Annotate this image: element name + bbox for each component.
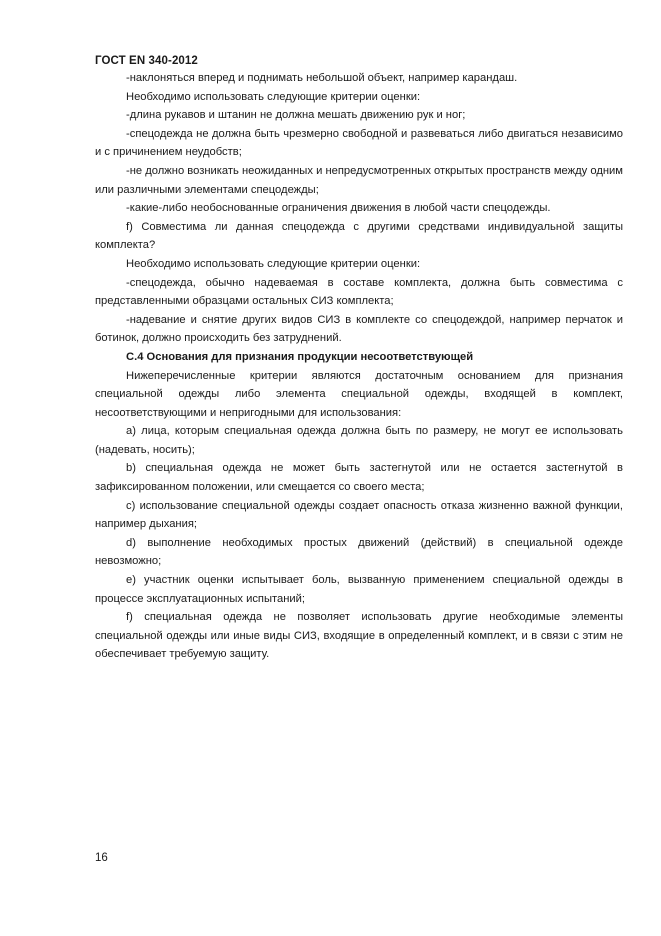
standard-header: ГОСТ EN 340-2012 <box>95 55 198 67</box>
paragraph-restrictions: -какие-либо необоснованные ограничения движения в любой части спецодежды. <box>126 202 551 215</box>
paragraph-item-e: e) участник оценки испытывает боль, вызванную применением специальной одежды в процессе эксплуатационных испытаний; <box>95 574 623 605</box>
paragraph-open-gaps: -не должно возникать неожиданных и непредусмотренных открытых пространств между одним или различными элементами спецодежды; <box>95 164 623 196</box>
paragraph-sleeve-length: -длина рукавов и штанин не должна мешать движению рук и ног; <box>126 109 466 122</box>
paragraph-item-a: a) лица, которым специальная одежда должна быть по размеру, не могут ее использовать (надевать, носить); <box>95 425 623 456</box>
paragraph-item-c: c) использование специальной одежды создает опасность отказа жизненно важной функции, например дыхания; <box>95 499 623 531</box>
paragraph-nonconformity-intro: Нижеперечисленные критерии являются достаточным основанием для признания специальной одежды либо элемента специальной одежды, входящей в комплект, несоответствующими и непригодными для использования: <box>95 369 623 419</box>
paragraph-compatible-with-ppe: -спецодежда, обычно надеваемая в составе комплекта, должна быть совместима с представленными образцами остальных СИЗ комплекта; <box>95 276 623 308</box>
page-number: 16 <box>95 852 108 864</box>
paragraph-item-f: f) специальная одежда не позволяет использовать другие необходимые элементы специальной одежды или иные виды СИЗ, входящие в определенный комплект, и в связи с этим не обеспечивает требуемую защиту. <box>95 611 623 661</box>
document-body <box>95 69 623 664</box>
paragraph-criteria-intro-2: Необходимо использовать следующие критерии оценки: <box>126 257 421 270</box>
paragraph-loose-fit: -спецодежда не должна быть чрезмерно свободной и развеваться либо двигаться независимо и с причинением неудобств; <box>95 127 623 159</box>
paragraph-item-f-compatibility: f) Совместима ли данная спецодежда с другими средствами индивидуальной защиты комплекта? <box>95 220 623 252</box>
paragraph-criteria-intro: Необходимо использовать следующие критерии оценки: <box>126 90 421 103</box>
paragraph-lean-forward: -наклоняться вперед и поднимать небольшой объект, например карандаш. <box>126 72 518 84</box>
paragraph-item-d: d) выполнение необходимых простых движений (действий) в специальной одежде невозможно; <box>95 536 623 568</box>
paragraph-donning-doffing: -надевание и снятие других видов СИЗ в комплекте со спецодеждой, например перчаток и ботинок, должно происходить без затруднений. <box>95 313 623 345</box>
section-heading-c4: C.4 Основания для признания продукции несоответствующей <box>126 350 474 363</box>
paragraph-item-b: b) специальная одежда не может быть застегнутой или не остается застегнутой в зафиксированном положении, или смещается со своего места; <box>95 462 623 494</box>
